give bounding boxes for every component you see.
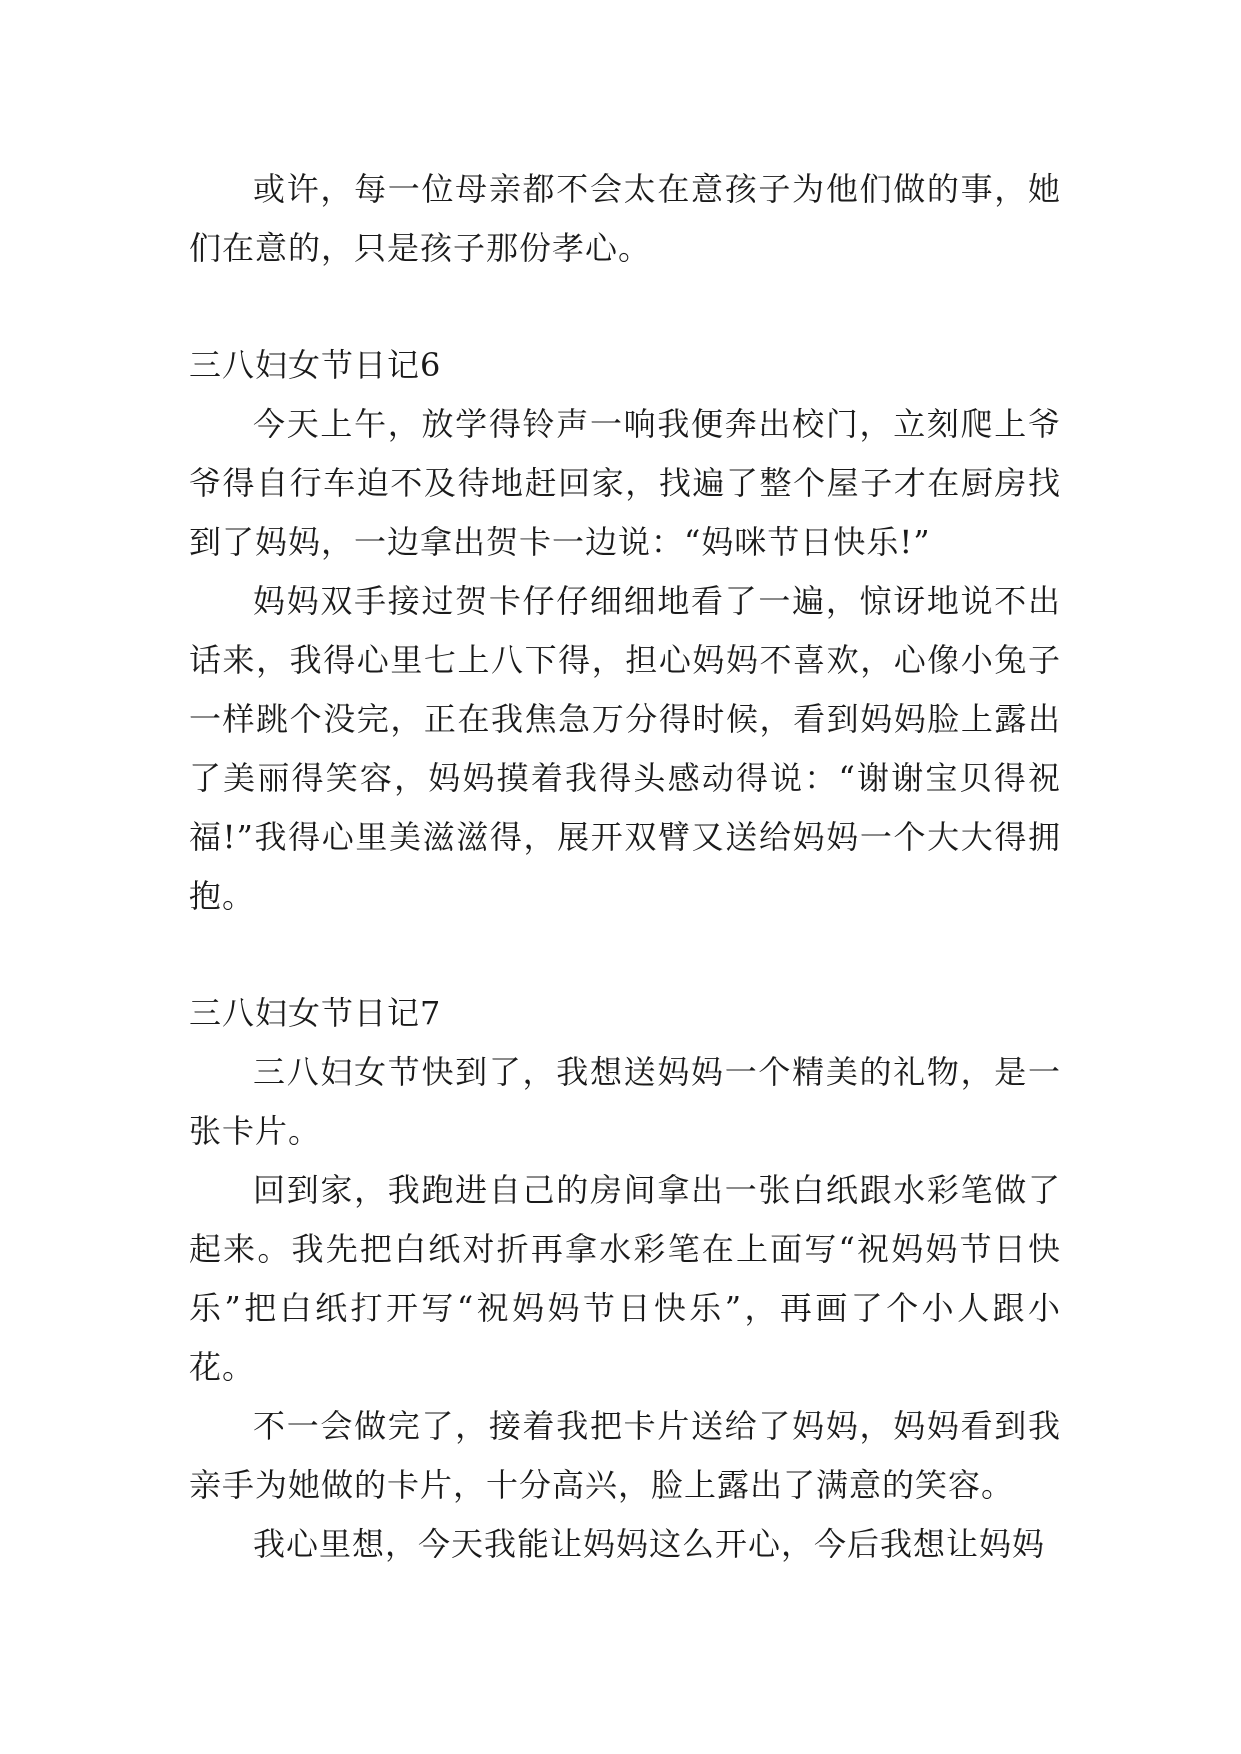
document-body xyxy=(189,160,1061,1574)
paragraph: 或许，每一位母亲都不会太在意孩子为他们做的事，她们在意的，只是孩子那份孝心。 xyxy=(189,170,1061,267)
section-gap xyxy=(189,278,1061,336)
paragraph: 妈妈双手接过贺卡仔仔细细地看了一遍，惊讶地说不出话来，我得心里七上八下得，担心妈妈不喜欢，心像小兔子一样跳个没完，正在我焦急万分得时候，看到妈妈脸上露出了美丽得笑容，妈妈摸着我得头感动得说：“谢谢宝贝得祝福!”我得心里美滋滋得，展开双臂又送给妈妈一个大大得拥抱。 xyxy=(189,582,1061,915)
section-heading: 三八妇女节日记6 xyxy=(189,346,442,384)
paragraph: 回到家，我跑进自己的房间拿出一张白纸跟水彩笔做了起来。我先把白纸对折再拿水彩笔在上面写“祝妈妈节日快乐”把白纸打开写“祝妈妈节日快乐”，再画了个小人跟小花。 xyxy=(189,1171,1061,1386)
paragraph: 我心里想，今天我能让妈妈这么开心，今后我想让妈妈 xyxy=(253,1525,1046,1563)
paragraph: 三八妇女节快到了，我想送妈妈一个精美的礼物，是一张卡片。 xyxy=(189,1053,1061,1150)
paragraph: 不一会做完了，接着我把卡片送给了妈妈，妈妈看到我亲手为她做的卡片，十分高兴，脸上露出了满意的笑容。 xyxy=(189,1407,1061,1504)
section-gap xyxy=(189,926,1061,984)
diary7-section xyxy=(189,984,1061,1574)
section-heading: 三八妇女节日记7 xyxy=(189,994,442,1032)
intro-section xyxy=(189,160,1061,278)
paragraph: 今天上午，放学得铃声一响我便奔出校门，立刻爬上爷爷得自行车迫不及待地赶回家，找遍了整个屋子才在厨房找到了妈妈，一边拿出贺卡一边说：“妈咪节日快乐!” xyxy=(189,405,1061,561)
diary6-section xyxy=(189,336,1061,926)
